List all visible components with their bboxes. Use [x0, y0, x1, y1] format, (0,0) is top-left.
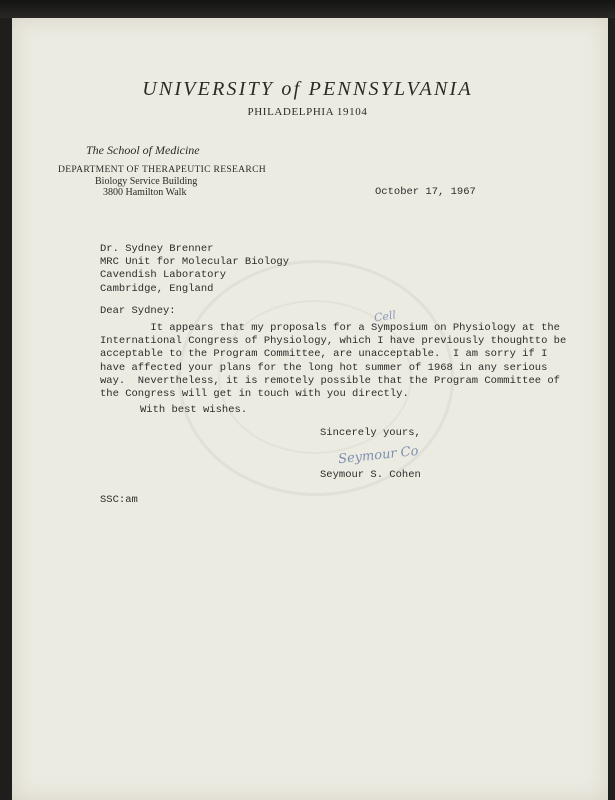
- closing: Sincerely yours,: [320, 427, 421, 439]
- salutation: Dear Sydney:: [100, 305, 176, 317]
- typist-initials: SSC:am: [100, 494, 138, 506]
- letterhead-city: PHILADELPHIA 19104: [247, 106, 368, 118]
- best-wishes: With best wishes.: [140, 404, 248, 416]
- letter-date: October 17, 1967: [375, 186, 476, 198]
- handwritten-annotation: Cell: [373, 308, 397, 325]
- handwritten-signature: Seymour Co: [337, 443, 420, 468]
- letterhead-department: DEPARTMENT OF THERAPEUTIC RESEARCH: [58, 164, 267, 175]
- recipient-address: Dr. Sydney Brenner MRC Unit for Molecular Biology Cavendish Laboratory Cambridge, England: [100, 243, 290, 295]
- letter-body: It appears that my proposals for a Symposium on Physiology at the International Congress of Physiology, which I have previously thoughtto be acceptable to the Program Committee, are unacceptable. I am sorry if I have affected your plans for the long hot summer of 1968 in any serious way. Nevertheless, it is remotely possible that the Program Committee of the Congress will get in touch with you directly.: [100, 322, 567, 401]
- signer-name: Seymour S. Cohen: [320, 469, 421, 481]
- letterhead-building: Biology Service Building: [95, 176, 198, 187]
- letterhead-address: 3800 Hamilton Walk: [103, 187, 187, 198]
- letterhead-title: UNIVERSITY of PENNSYLVANIA: [142, 78, 473, 100]
- letterhead-school: The School of Medicine: [86, 143, 200, 157]
- scan-top-edge: [0, 0, 615, 18]
